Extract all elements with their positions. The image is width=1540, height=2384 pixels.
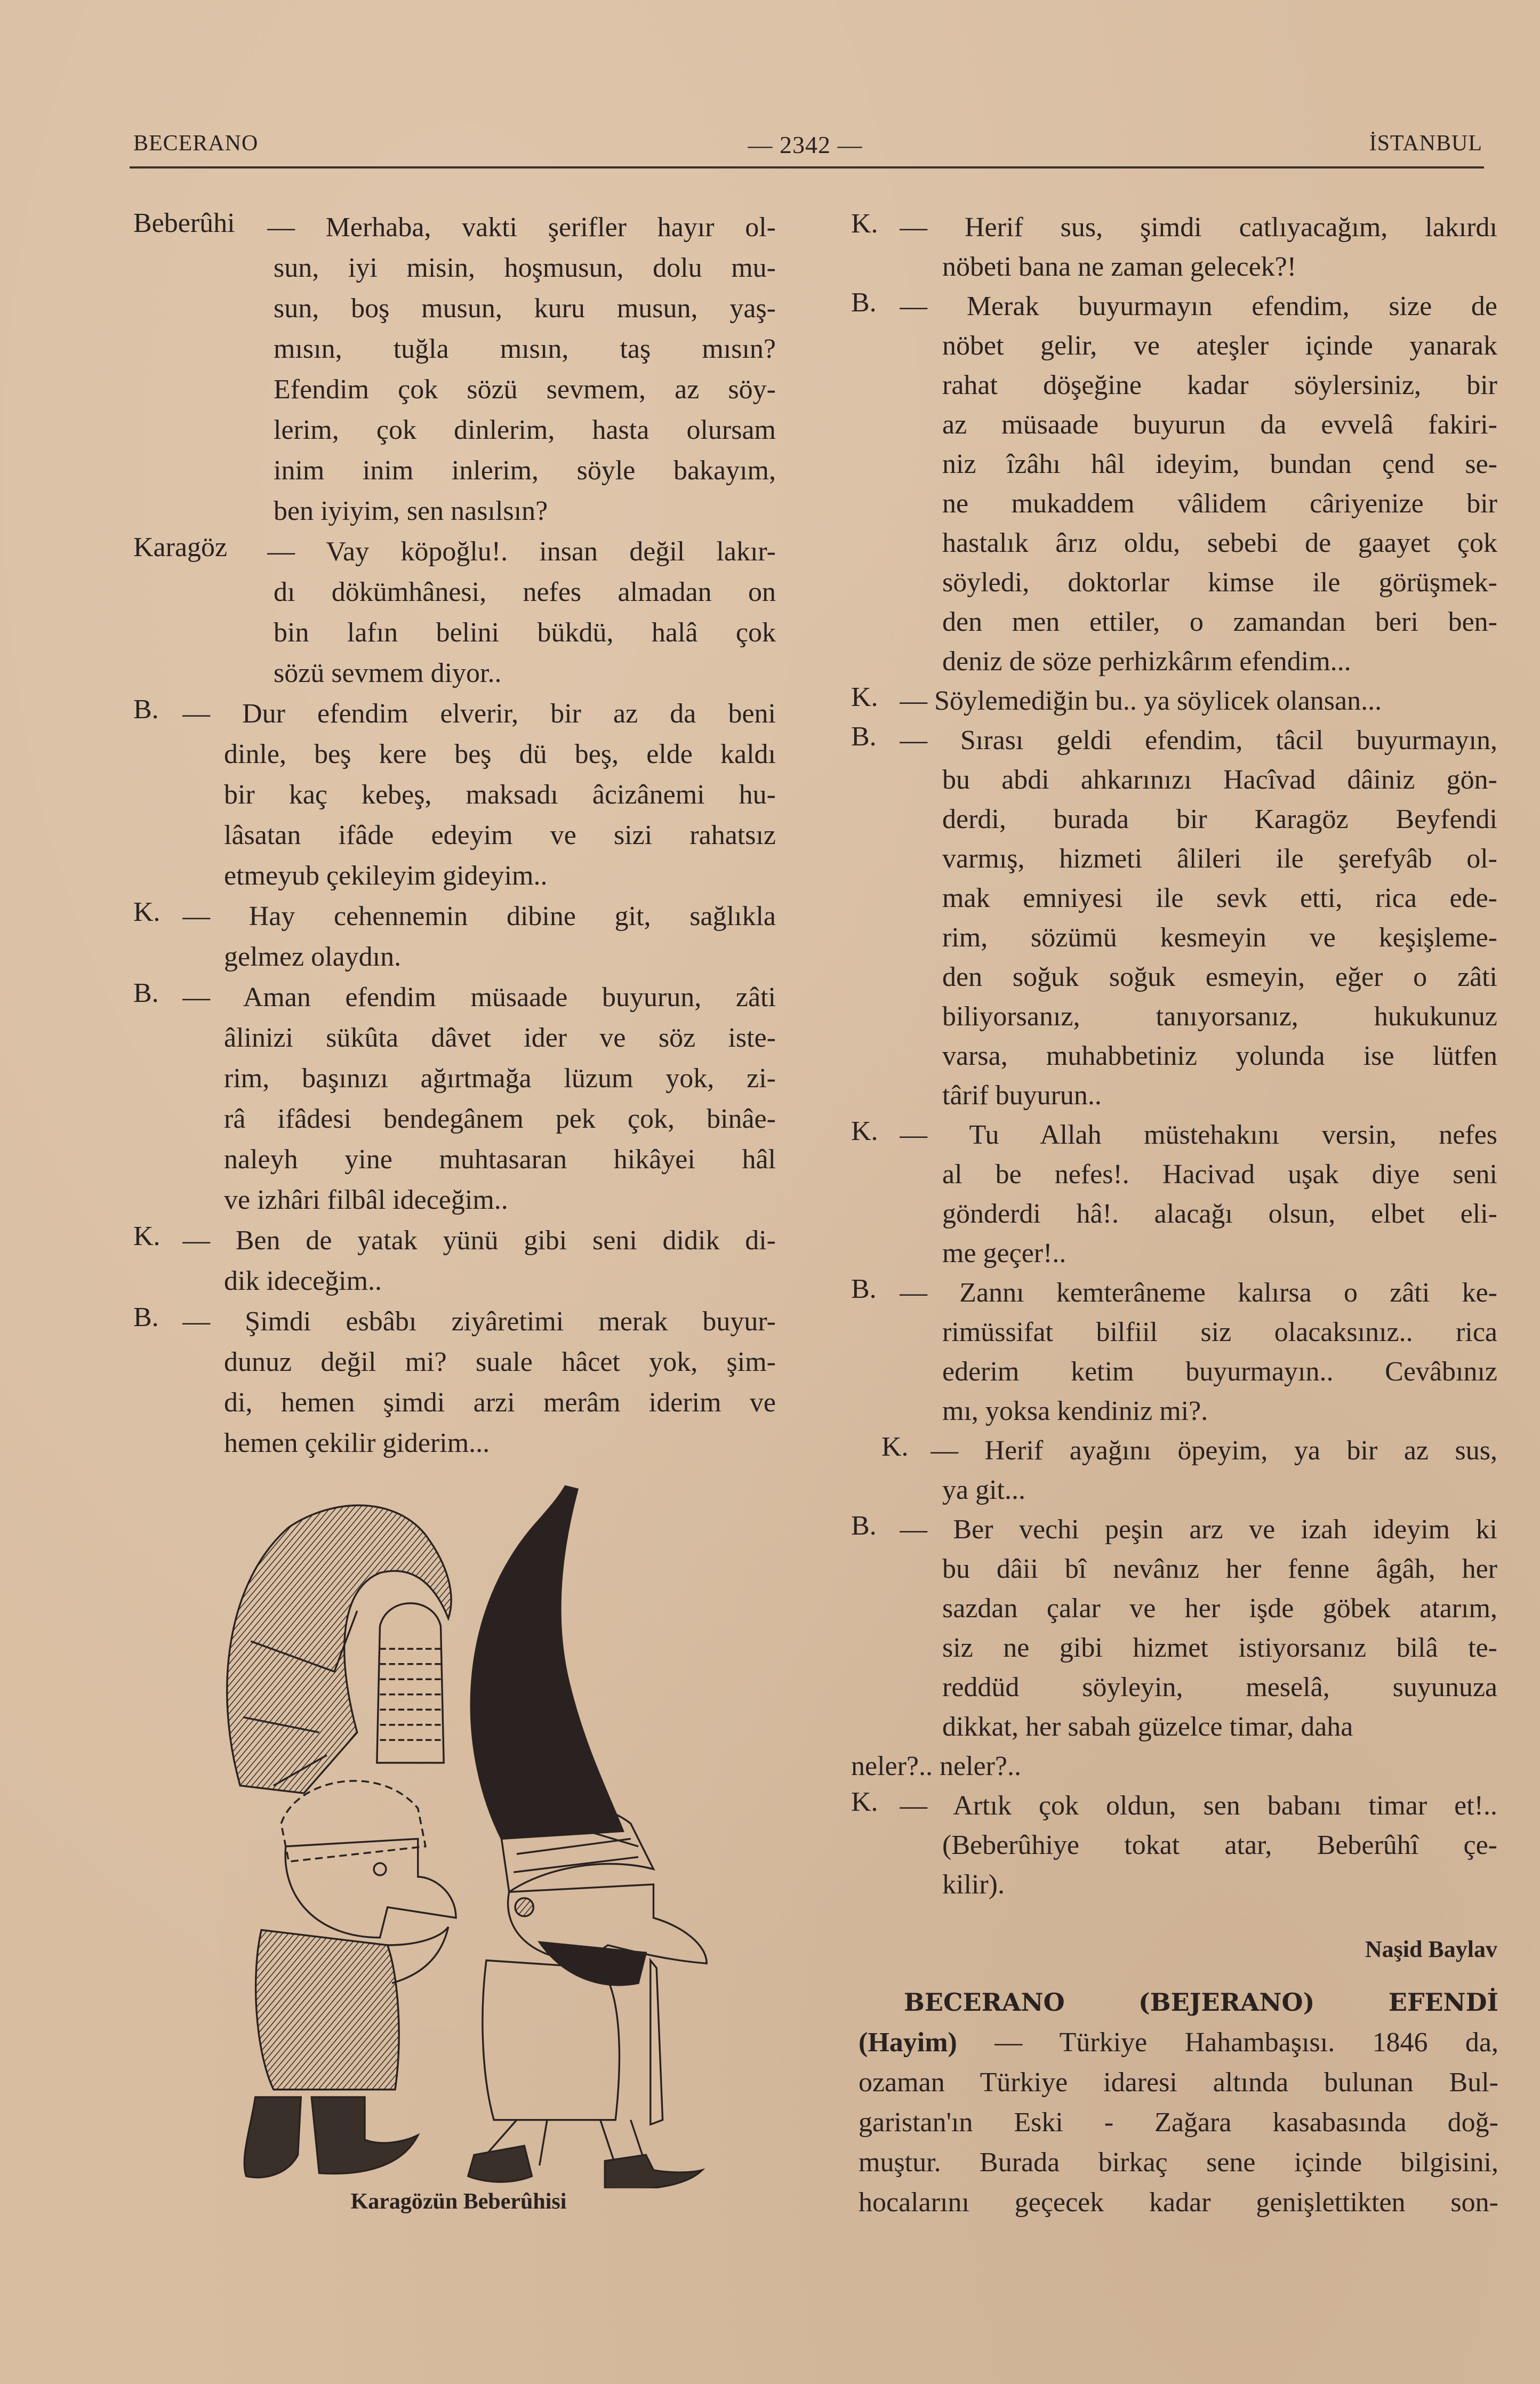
speaker-label: K.	[851, 682, 878, 712]
dialogue-line: sun, iyi misin, hoşmusun, dolu mu-	[274, 253, 776, 283]
speaker-label: K.	[851, 1116, 878, 1146]
page-number: — 2342 —	[748, 131, 863, 158]
dialogue-line: rim, sözümü kesmeyin ve keşişleme-	[942, 922, 1497, 953]
dialogue-line: nöbeti bana ne zaman gelecek?!	[942, 252, 1297, 282]
dialogue-line: bir kaç kebeş, maksadı âcizânemi hu-	[224, 780, 776, 810]
lantern	[377, 1603, 444, 1763]
author-signature: Naşid Baylav	[1365, 1936, 1497, 1962]
bio-heading: BECERANO (BEJERANO) EFENDİ	[904, 1988, 1498, 2017]
dialogue-entry	[133, 694, 776, 896]
speaker-label: B.	[851, 287, 877, 318]
dialogue-line: — Dur efendim elverir, bir az da beni	[182, 699, 776, 729]
dialogue-entry	[851, 1115, 1497, 1273]
boots	[244, 2097, 418, 2178]
dialogue-line: hastalık ârız oldu, sebebi de gaayet çok	[942, 528, 1497, 558]
dialogue-line: mak emniyesi ile sevk etti, rica ede-	[942, 883, 1497, 913]
speaker-label: K.	[133, 1221, 161, 1251]
dialogue-line: sözü sevmem diyor..	[274, 658, 502, 688]
karagoz-shadow-puppet-illustration	[213, 1459, 729, 2188]
dialogue-line: — Artık çok oldun, sen babanı timar et!..	[900, 1791, 1497, 1821]
illustration-caption: Karagözün Beberûhisi	[350, 2189, 567, 2214]
running-header-title: BECERANO	[133, 131, 259, 156]
dialogue-line: râ ifâdesi bendegânem pek çok, binâe-	[224, 1104, 776, 1134]
dialogue-line: dunuz değil mi? suale hâcet yok, şim-	[224, 1347, 776, 1377]
bio-line: garistan'ın Eski - Zağara kasabasında doğ-	[859, 2107, 1498, 2138]
dialogue-line: mı, yoksa kendiniz mi?.	[942, 1396, 1208, 1426]
dialogue-entry	[851, 208, 1497, 287]
dialogue-entry	[133, 977, 776, 1221]
speaker-label: K.	[133, 897, 161, 927]
dialogue-line: derdi, burada bir Karagöz Beyfendi	[942, 804, 1497, 834]
dialogue-line: (Beberûhiye tokat atar, Beberûhî çe-	[942, 1830, 1497, 1860]
body	[256, 1930, 399, 2090]
dialogue-line: az müsaade buyurun da evvelâ fakiri-	[942, 410, 1497, 440]
dialogue-line: siz ne gibi hizmet istiyorsanız bilâ te-	[942, 1633, 1497, 1663]
dialogue-line: söyledi, doktorlar kimse ile görüşmek-	[942, 567, 1497, 598]
dialogue-line: etmeyub çekileyim gideyim..	[224, 861, 548, 891]
dialogue-line: rim, başınızı ağırtmağa lüzum yok, zi-	[224, 1063, 776, 1094]
dialogue-entry	[851, 1747, 1497, 1786]
speaker-label: Beberûhi	[133, 208, 235, 238]
bio-lines	[859, 2062, 1498, 2222]
karagoz-figure-right	[468, 1486, 707, 2188]
right-column-dialogue	[851, 208, 1497, 1905]
dialogue-entry	[133, 1221, 776, 1302]
dialogue-line: — Ben de yatak yünü gibi seni didik di-	[182, 1225, 776, 1256]
beard	[540, 1942, 646, 1985]
dialogue-line: âlinizi sükûta dâvet ider ve söz iste-	[224, 1023, 776, 1053]
dialogue-entry	[133, 532, 776, 694]
dialogue-line: ne mukaddem vâlidem câriyenize bir	[942, 488, 1497, 519]
dialogue-line: — Hay cehennemin dibine git, sağlıkla	[182, 901, 776, 932]
bio-heading-line	[859, 1982, 1498, 2022]
speaker-label: B.	[851, 1274, 877, 1304]
dialogue-entry	[851, 721, 1497, 1115]
bio-line: hocalarını geçecek kadar genişlettikten son-	[859, 2187, 1498, 2218]
dialogue-entry	[133, 896, 776, 977]
bio-line: ozaman Türkiye idaresi altında bulunan Bul-	[859, 2067, 1498, 2098]
speaker-label: K.	[851, 1787, 878, 1817]
dialogue-line: — Merhaba, vakti şerifler hayır ol-	[267, 212, 776, 243]
speaker-label: B.	[851, 721, 877, 752]
dialogue-line: naleyh yine muhtasaran hikâyei hâl	[224, 1144, 776, 1175]
dialogue-line: bu abdi ahkarınızı Hacîvad dâiniz gön-	[942, 765, 1497, 795]
dialogue-line: bin lafın belini bükdü, halâ çok	[274, 617, 776, 648]
speaker-label: K.	[881, 1432, 909, 1462]
dialogue-line: ya git...	[942, 1475, 1025, 1505]
dialogue-entry	[851, 1510, 1497, 1747]
dialogue-line: Efendim çok sözü sevmem, az söy-	[274, 374, 776, 405]
bio-first-line	[859, 2022, 1498, 2062]
dialogue-line: lâsatan ifâde edeyim ve sizi rahatsız	[224, 820, 776, 850]
dialogue-line: — Vay köpoğlu!. insan değil lakır-	[267, 536, 776, 567]
dialogue-entry	[133, 1302, 776, 1464]
dialogue-line: ederim ketim buyurmayın.. Cevâbınız	[942, 1356, 1497, 1387]
dialogue-line: niz îzâhı hâl ideyim, bundan çend se-	[942, 449, 1497, 479]
dialogue-line: — Söylemediğin bu.. ya söylicek olansan...	[900, 686, 1382, 716]
dialogue-line: den soğuk soğuk esmeyin, eğer o zâti	[942, 962, 1497, 992]
dialogue-line: târif buyurun..	[942, 1080, 1102, 1111]
running-header-city: İSTANBUL	[1369, 131, 1482, 156]
cane	[651, 1961, 663, 2125]
bio-name: (Hayim)	[859, 2027, 957, 2058]
dialogue-line: gönderdi hâ!. alacağı olsun, elbet eli-	[942, 1199, 1497, 1229]
dialogue-line: gelmez olaydın.	[224, 942, 402, 972]
dialogue-line: hemen çekilir giderim...	[224, 1428, 490, 1458]
dialogue-line: — Herif sus, şimdi catlıyacağım, lakırdı	[900, 212, 1497, 243]
dialogue-line: di, hemen şimdi arzi merâm iderim ve	[224, 1387, 776, 1418]
body	[483, 1961, 620, 2120]
speaker-label: K.	[851, 208, 878, 239]
dialogue-line: dinle, beş kere beş dü beş, elde kaldı	[224, 739, 776, 769]
speaker-label: B.	[133, 978, 159, 1008]
dialogue-line: varmış, hizmeti âlileri ile şerefyâb ol-	[942, 844, 1497, 874]
bio-line: muştur. Burada birkaç sene içinde bilgisini,	[859, 2147, 1498, 2178]
face	[285, 1839, 456, 1938]
dialogue-line: dik ideceğim..	[224, 1266, 382, 1296]
black-conical-hat	[471, 1486, 623, 1839]
speaker-label: B.	[133, 694, 159, 725]
boots	[468, 2146, 702, 2188]
dialogue-line: ben iyiyim, sen nasılsın?	[274, 496, 548, 526]
dialogue-entry	[851, 1786, 1497, 1905]
hand	[388, 1927, 448, 1983]
dialogue-line: — Zannı kemterâneme kalırsa o zâti ke-	[900, 1278, 1497, 1308]
dialogue-line: bu dâii bî nevânız her fenne âgâh, her	[942, 1554, 1497, 1584]
dialogue-line: me geçer!..	[942, 1238, 1066, 1269]
biography-entry	[859, 1982, 1498, 2222]
dialogue-line: dı dökümhânesi, nefes almadan on	[274, 577, 776, 607]
dialogue-line: al be nefes!. Hacivad uşak diye seni	[942, 1159, 1497, 1190]
dialogue-entry	[851, 681, 1497, 721]
dialogue-line: sazdan çalar ve her işde göbek atarım,	[942, 1593, 1497, 1624]
dialogue-line: inim inim inlerim, söyle bakayım,	[274, 455, 776, 486]
dialogue-line: deniz de söze perhizkârım efendim...	[942, 646, 1351, 677]
dialogue-line: nöbet gelir, ve ateşler içinde yanarak	[942, 331, 1497, 361]
dialogue-line: reddüd söyleyin, meselâ, suyunuza	[942, 1672, 1497, 1703]
dialogue-line: lerim, çok dinlerim, hasta olursam	[274, 415, 776, 445]
speaker-label: B.	[851, 1511, 877, 1541]
dialogue-line: — Tu Allah müstehakını versin, nefes	[900, 1120, 1497, 1150]
dialogue-line: — Ber vechi peşin arz ve izah ideyim ki	[900, 1514, 1497, 1545]
dialogue-line: — Aman efendim müsaade buyurun, zâti	[182, 982, 776, 1013]
dialogue-entry	[133, 207, 776, 532]
speaker-label: B.	[133, 1302, 159, 1333]
dialogue-line: kilir).	[942, 1869, 1005, 1900]
dialogue-entry	[851, 1273, 1497, 1431]
dialogue-line: neler?.. neler?..	[851, 1751, 1022, 1781]
dialogue-line: biliyorsanız, tanıyorsanız, hukukunuz	[942, 1001, 1497, 1032]
dialogue-line: rimüssifat bilfiil siz olacaksınız.. rica	[942, 1317, 1497, 1347]
dialogue-entry	[851, 287, 1497, 681]
beberuhi-figure-left	[227, 1505, 456, 2177]
dialogue-line: — Herif ayağını öpeyim, ya bir az sus,	[931, 1435, 1497, 1466]
dialogue-line: — Merak buyurmayın efendim, size de	[900, 291, 1497, 322]
dialogue-line: den men ettiler, o zamandan beri ben-	[942, 607, 1497, 637]
dialogue-line: rahat döşeğine kadar söylersiniz, bir	[942, 370, 1497, 400]
dialogue-line: ve izhâri filbâl ideceğim..	[224, 1185, 508, 1215]
left-column-dialogue	[133, 207, 776, 1464]
bio-first-line-text: — Türkiye Hahambaşısı. 1846 da,	[957, 2027, 1498, 2058]
dialogue-line: — Şimdi esbâbı ziyâretimi merak buyur-	[182, 1306, 776, 1337]
dialogue-line: varsa, muhabbetiniz yolunda ise lütfen	[942, 1041, 1497, 1071]
header-rule	[130, 166, 1484, 168]
dialogue-line: sun, boş musun, kuru musun, yaş-	[274, 293, 776, 324]
dialogue-entry	[851, 1431, 1497, 1510]
dialogue-line: dikkat, her sabah güzelce timar, daha	[942, 1712, 1353, 1742]
dialogue-line: — Sırası geldi efendim, tâcil buyurmayın,	[900, 725, 1497, 756]
dialogue-line: mısın, tuğla mısın, taş mısın?	[274, 334, 776, 364]
speaker-label: Karagöz	[133, 532, 228, 563]
